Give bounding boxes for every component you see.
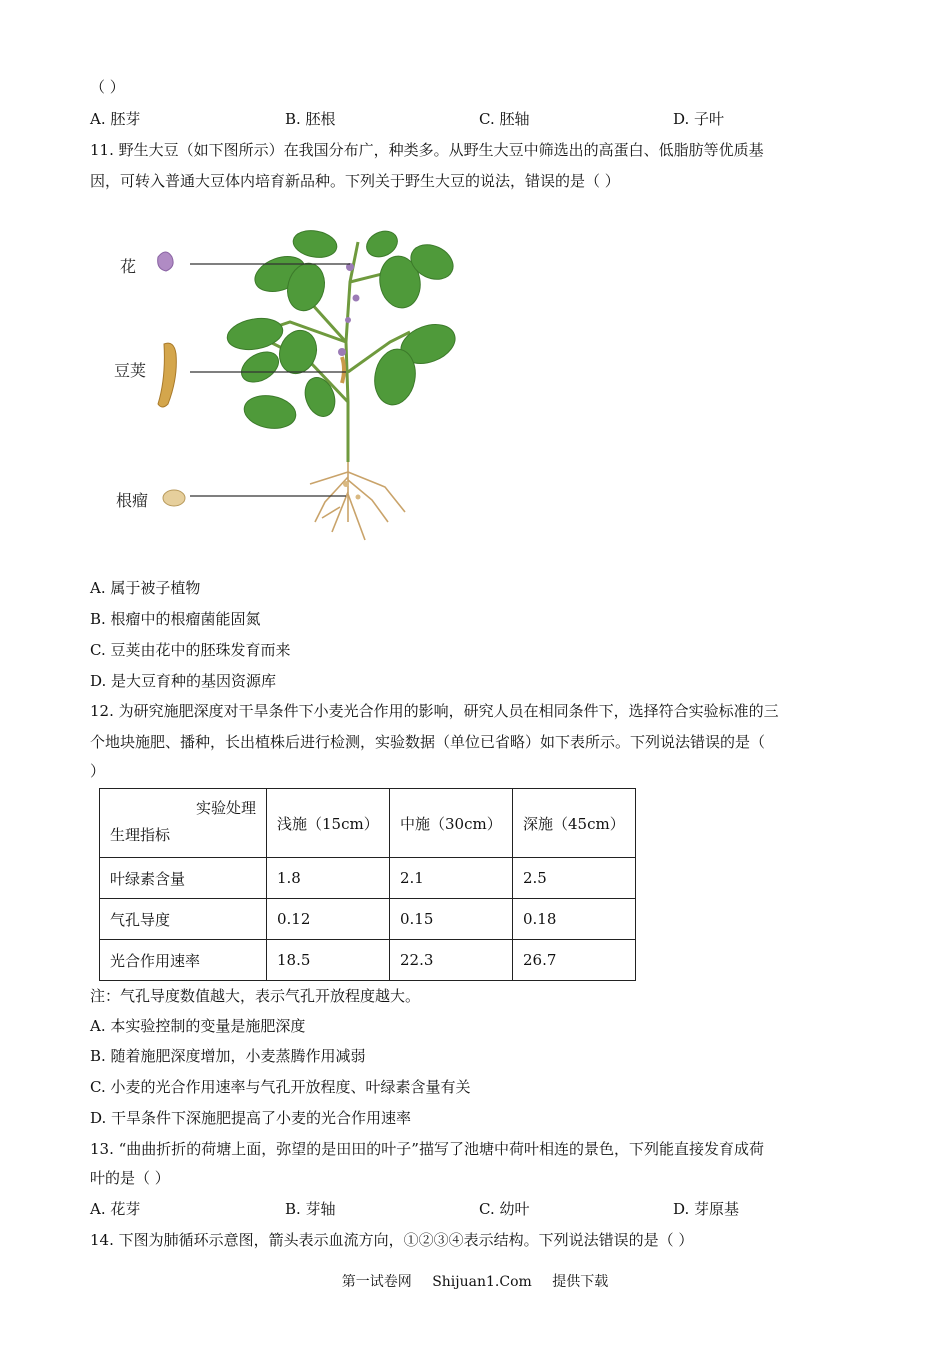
soybean-plant-illustration xyxy=(110,222,470,547)
root-nodule-label: 根瘤 xyxy=(116,491,149,510)
table-cell: 1.8 xyxy=(267,858,390,899)
column-header: 中施（30cm） xyxy=(390,789,513,858)
q12-option-c: C. 小麦的光合作用速率与气孔开放程度、叶绿素含量有关 xyxy=(90,1078,471,1096)
row-label: 气孔导度 xyxy=(100,899,267,940)
pod-label: 豆荚 xyxy=(114,361,147,380)
q14-stem-line1: 14. 下图为肺循环示意图，箭头表示血流方向，①②③④表示结构。下列说法错误的是（ ） xyxy=(90,1231,694,1249)
q12-note: 注：气孔导度数值越大，表示气孔开放程度越大。 xyxy=(90,987,421,1005)
q10-option-c: C. 胚轴 xyxy=(479,110,530,128)
table-corner-cell xyxy=(100,789,267,858)
q12-option-a: A. 本实验控制的变量是施肥深度 xyxy=(90,1017,306,1035)
q13-option-c: C. 幼叶 xyxy=(479,1200,530,1218)
q11-option-d: D. 是大豆育种的基因资源库 xyxy=(90,672,277,690)
column-header: 浅施（15cm） xyxy=(267,789,390,858)
footer-site-url: Shijuan1.Com xyxy=(432,1274,532,1290)
stem-pod xyxy=(342,357,344,383)
table-cell: 0.18 xyxy=(513,899,636,940)
table-cell: 22.3 xyxy=(390,940,513,981)
q11-option-b: B. 根瘤中的根瘤菌能固氮 xyxy=(90,610,261,628)
q11-stem-line2: 因，可转入普通大豆体内培育新品种。下列关于野生大豆的说法，错误的是（ ） xyxy=(90,172,620,190)
table-cell: 2.5 xyxy=(513,858,636,899)
corner-bottom-label: 生理指标 xyxy=(110,826,171,844)
footer-download-text: 提供下载 xyxy=(552,1274,609,1290)
q11-stem-line1: 11. 野生大豆（如下图所示）在我国分布广，种类多。从野生大豆中筛选出的高蛋白、低脂肪等优质基 xyxy=(90,141,764,159)
page-footer xyxy=(0,1273,950,1291)
q13-option-b: B. 芽轴 xyxy=(285,1200,336,1218)
table-header-row xyxy=(100,789,636,858)
corner-top-label: 实验处理 xyxy=(195,799,256,817)
q13-option-d: D. 芽原基 xyxy=(673,1200,740,1218)
table-row xyxy=(100,899,636,940)
roots xyxy=(310,462,405,540)
table-cell: 0.12 xyxy=(267,899,390,940)
row-label: 叶绿素含量 xyxy=(100,858,267,899)
q10-paren: （ ） xyxy=(90,78,125,96)
table-row xyxy=(100,940,636,981)
column-header: 深施（45cm） xyxy=(513,789,636,858)
soybean-figure xyxy=(110,222,470,547)
footer-site-name: 第一试卷网 xyxy=(341,1274,412,1290)
table-cell: 0.15 xyxy=(390,899,513,940)
table-cell: 26.7 xyxy=(513,940,636,981)
q11-option-a: A. 属于被子植物 xyxy=(90,579,201,597)
table-cell: 2.1 xyxy=(390,858,513,899)
table-row xyxy=(100,858,636,899)
leaves xyxy=(225,226,461,432)
q13-option-a: A. 花芽 xyxy=(90,1200,141,1218)
q10-option-d: D. 子叶 xyxy=(673,110,725,128)
q11-option-c: C. 豆荚由花中的胚珠发育而来 xyxy=(90,641,291,659)
root-nodule-callout xyxy=(163,490,346,506)
q12-stem-line2: 个地块施肥、播种，长出植株后进行检测，实验数据（单位已省略）如下表所示。下列说法错误的是（ xyxy=(90,733,766,751)
q12-stem-line3: ） xyxy=(90,762,106,780)
q13-stem-line1: 13. “曲曲折折的荷塘上面，弥望的是田田的叶子”描写了池塘中荷叶相连的景色，下列能直接发育成荷 xyxy=(90,1140,764,1158)
row-label: 光合作用速率 xyxy=(100,940,267,981)
flower-label: 花 xyxy=(120,257,137,276)
q10-option-b: B. 胚根 xyxy=(285,110,336,128)
experiment-table xyxy=(99,788,636,981)
q12-option-b: B. 随着施肥深度增加，小麦蒸腾作用减弱 xyxy=(90,1047,366,1065)
q10-option-a: A. 胚芽 xyxy=(90,110,141,128)
q12-stem-line1: 12. 为研究施肥深度对干旱条件下小麦光合作用的影响，研究人员在相同条件下，选择符合实验标准的三 xyxy=(90,702,779,720)
q13-stem-line2: 叶的是（ ） xyxy=(90,1169,170,1187)
table-cell: 18.5 xyxy=(267,940,390,981)
q12-option-d: D. 干旱条件下深施肥提高了小麦的光合作用速率 xyxy=(90,1109,412,1127)
